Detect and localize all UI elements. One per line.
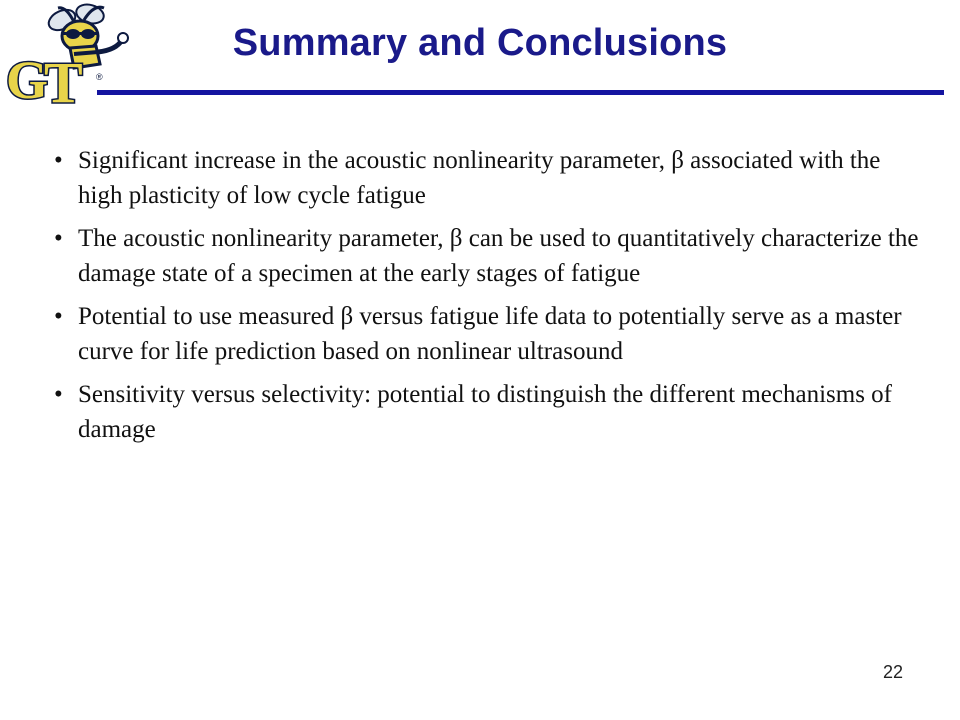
bullet-item [54, 143, 924, 213]
bullet-dot: • [54, 225, 63, 252]
bullet-item [54, 299, 924, 369]
bullet-text: Sensitivity versus selectivity: potential to distinguish the different mechanisms of damage [78, 381, 893, 443]
title-underline-rule [97, 90, 944, 95]
svg-text:G: G [6, 50, 49, 106]
bullet-item [54, 221, 924, 291]
bullet-dot: • [54, 147, 63, 174]
bullet-list [54, 143, 924, 455]
bullet-text: Significant increase in the acoustic nonlinearity parameter, β associated with the high plasticity of low cycle fatigue [78, 147, 881, 209]
svg-text:T: T [44, 50, 83, 106]
page-number: 22 [882, 662, 904, 682]
bullet-text: The acoustic nonlinearity parameter, β can be used to quantitatively characterize the damage state of a specimen at the early stages of fatigue [78, 225, 919, 287]
bullet-dot: • [54, 303, 63, 330]
bullet-item [54, 377, 924, 447]
bullet-dot: • [54, 381, 63, 408]
slide-title: Summary and Conclusions [232, 22, 728, 64]
svg-text:®: ® [96, 72, 103, 82]
bullet-text: Potential to use measured β versus fatigue life data to potentially serve as a master curve for life prediction based on nonlinear ultrasound [78, 303, 902, 365]
